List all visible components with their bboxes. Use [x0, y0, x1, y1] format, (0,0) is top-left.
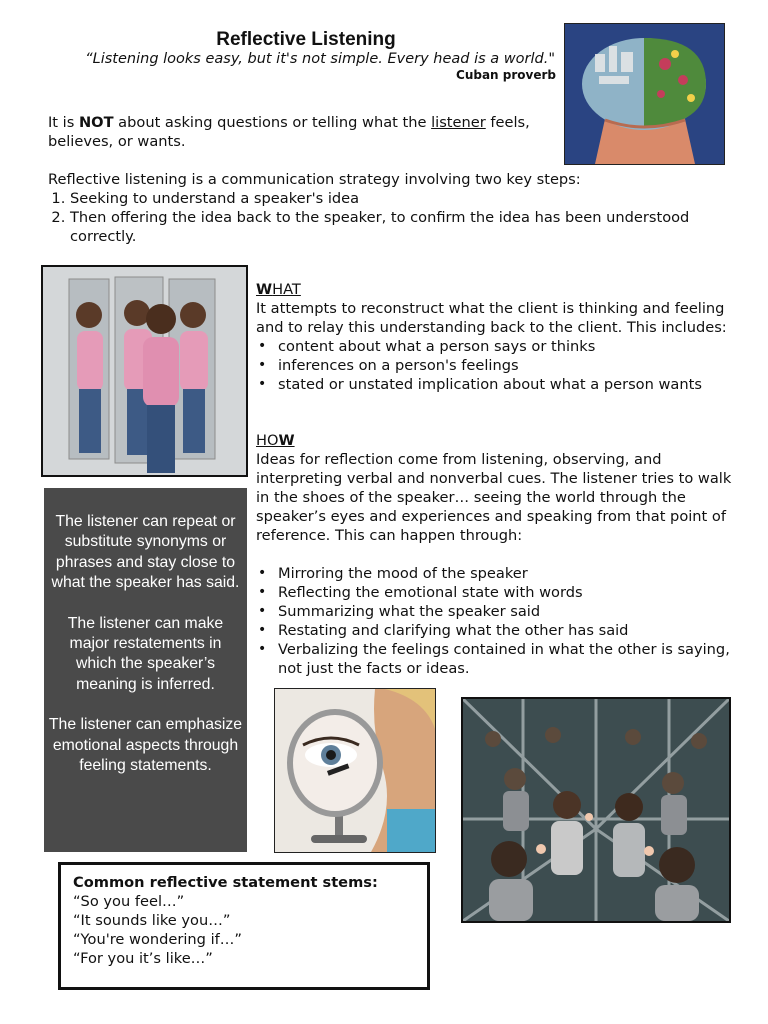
statement-stems-box — [58, 862, 430, 990]
how-body: Ideas for reflection come from listening, observing, and interpreting verbal and nonverbal cues. The listener tries to walk in the shoes of the speaker… seeing the world through the speaker’s eyes and experiences and speaking from that point of reference. This can happen through: — [256, 451, 732, 544]
intro-text-1: It is — [48, 114, 79, 131]
what-body: It attempts to reconstruct what the client is thinking and feeling and to relay this understanding back to the client. This includes: — [256, 300, 727, 336]
stem-item: “It sounds like you…” — [73, 912, 231, 929]
how-heading — [256, 431, 736, 450]
stem-item: “You're wondering if…” — [73, 931, 242, 948]
step-item: 1. Seeking to understand a speaker's idea — [70, 189, 738, 208]
how-heading-start: HO — [256, 432, 279, 449]
list-item: • content about what a person says or thinks — [278, 337, 736, 356]
list-item: • Reflecting the emotional state with words — [278, 583, 736, 602]
stem-item: “So you feel…” — [73, 893, 185, 910]
mirror-room-image — [461, 697, 731, 923]
list-item: • Mirroring the mood of the speaker — [278, 564, 736, 583]
stems-heading: Common reflective statement stems: — [73, 874, 378, 891]
stem-item: “For you it’s like…” — [73, 950, 213, 967]
mirror-room-illustration — [463, 699, 729, 921]
how-section — [256, 431, 736, 678]
technique-paragraph: The listener can repeat or substitute synonyms or phrases and stay close to what the speaker has said. — [51, 513, 240, 592]
how-heading-last: W — [278, 432, 295, 449]
proverb-source: Cuban proverb — [456, 68, 556, 82]
intro-not-about — [48, 113, 558, 151]
what-heading-initial: W — [256, 281, 273, 298]
definition-text: Reflective listening is a communication strategy involving two key steps: — [48, 171, 581, 188]
emphasis-not: NOT — [78, 114, 114, 131]
intro-definition — [48, 170, 738, 246]
brain-head-image — [564, 23, 725, 165]
technique-paragraph: The listener can emphasize emotional aspects through feeling statements. — [48, 716, 243, 775]
step-item: 2. Then offering the idea back to the speaker, to confirm the idea has been understood correctly. — [70, 208, 738, 246]
brain-head-illustration — [565, 24, 724, 164]
proverb-quote: “Listening looks easy, but it's not simple. Every head is a world." — [85, 51, 555, 67]
page-title: Reflective Listening — [216, 29, 396, 50]
list-item: • inferences on a person's feelings — [278, 356, 736, 375]
what-section — [256, 280, 736, 394]
list-item: • Restating and clarifying what the other has said — [278, 621, 736, 640]
how-list — [256, 564, 736, 678]
mirror-reflection-illustration — [43, 267, 246, 475]
what-heading — [256, 280, 736, 299]
what-list — [256, 337, 736, 394]
listener-underlined: listener — [431, 114, 486, 131]
what-heading-rest: HAT — [272, 281, 301, 298]
list-item: • stated or unstated implication about what a person wants — [278, 375, 736, 394]
steps-list — [48, 189, 738, 246]
intro-text-3: feels, believes, or wants. — [48, 114, 530, 150]
list-item: • Summarizing what the speaker said — [278, 602, 736, 621]
makeup-mirror-image — [274, 688, 436, 853]
makeup-mirror-illustration — [275, 689, 435, 852]
listener-techniques-box — [44, 488, 247, 852]
list-item: • Verbalizing the feelings contained in what the other is saying, not just the facts or ideas. — [278, 640, 736, 678]
mirror-reflection-image — [41, 265, 248, 477]
technique-paragraph: The listener can make major restatements in which the speaker’s meaning is inferred. — [67, 614, 224, 693]
intro-text-2: about asking questions or telling what the — [113, 114, 432, 131]
